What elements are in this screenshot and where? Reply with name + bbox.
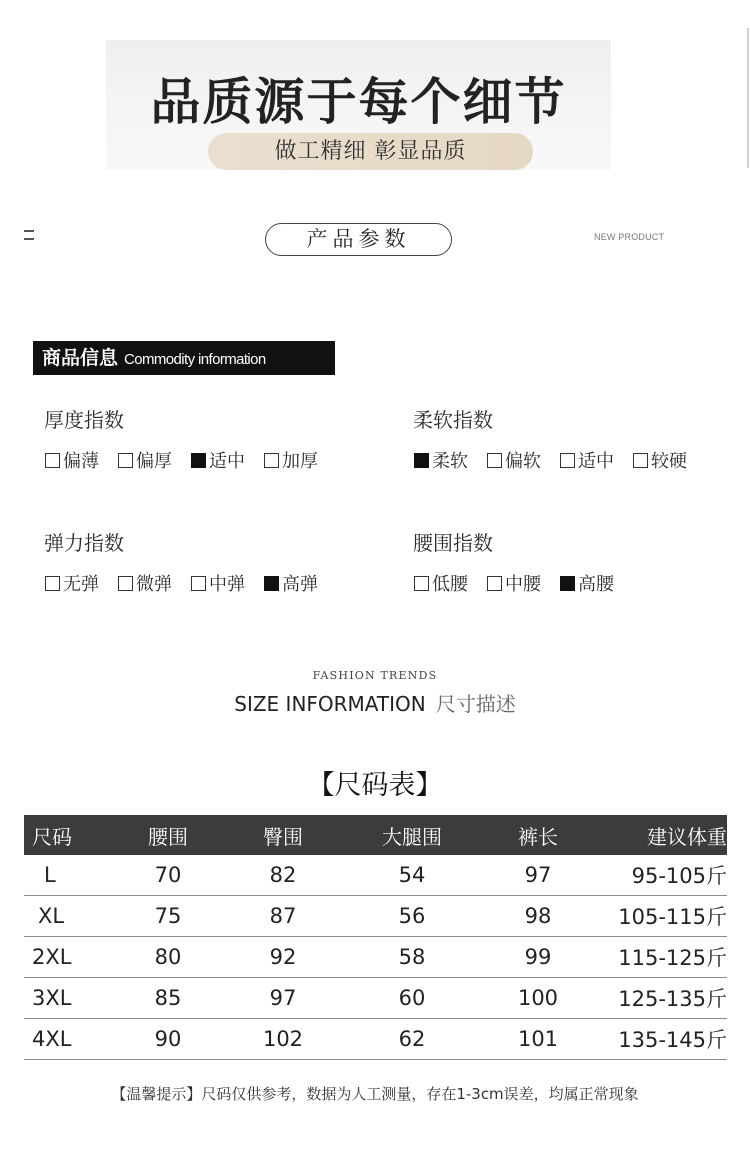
commodity-info-bar: [33, 341, 335, 375]
hero-banner: [106, 40, 611, 170]
option-label: 适中: [209, 451, 245, 472]
table-cell: 80: [154, 945, 182, 969]
checkbox-icon: [414, 576, 429, 591]
option-label: 适中: [578, 451, 614, 472]
option: [45, 447, 99, 473]
size-information-cn: 尺寸描述: [435, 692, 516, 716]
checkbox-checked-icon: [191, 453, 206, 468]
size-information-en: SIZE INFORMATION: [234, 692, 426, 716]
thickness-options: [45, 447, 337, 473]
option: [633, 447, 687, 473]
table-row: [24, 937, 727, 978]
option: [191, 447, 245, 473]
option-label: 加厚: [282, 451, 318, 472]
option: [191, 570, 245, 596]
option: [264, 447, 318, 473]
equals-icon: [24, 230, 34, 240]
softness-index-title: 柔软指数: [413, 408, 493, 432]
option-label: 柔软: [432, 451, 468, 472]
checkbox-checked-icon: [414, 453, 429, 468]
table-cell: 115-125斤: [618, 946, 727, 970]
option-label: 偏薄: [63, 451, 99, 472]
option-label: 偏厚: [136, 451, 172, 472]
option-label: 偏软: [505, 451, 541, 472]
size-chart-title: 【尺码表】: [307, 770, 443, 801]
option: [560, 570, 614, 596]
table-cell: 87: [269, 904, 297, 928]
table-cell: 70: [154, 863, 182, 887]
checkbox-icon: [633, 453, 648, 468]
waist-options: [414, 570, 633, 596]
table-cell: 97: [269, 986, 297, 1010]
option-label: 高弹: [282, 574, 318, 595]
option: [560, 447, 614, 473]
table-cell: 135-145斤: [618, 1028, 727, 1052]
option: [45, 570, 99, 596]
option: [487, 570, 541, 596]
option-label: 低腰: [432, 574, 468, 595]
commodity-info-cn: 商品信息: [42, 347, 119, 369]
thickness-index-title: 厚度指数: [44, 408, 124, 432]
checkbox-checked-icon: [560, 576, 575, 591]
hero-subtitle: 做工精细 彰显品质: [208, 133, 533, 170]
option-label: 较硬: [651, 451, 687, 472]
checkbox-icon: [118, 453, 133, 468]
table-cell: 97: [524, 863, 552, 887]
table-cell: 125-135斤: [618, 987, 727, 1011]
new-product-tag: NEW PRODUCT: [594, 232, 665, 242]
table-cell: 54: [398, 863, 426, 887]
table-cell: 105-115斤: [618, 905, 727, 929]
table-cell: 85: [154, 986, 182, 1010]
option: [487, 447, 541, 473]
table-cell: 56: [398, 904, 426, 928]
checkbox-icon: [560, 453, 575, 468]
elasticity-index-title: 弹力指数: [44, 531, 124, 555]
table-cell: 62: [398, 1027, 426, 1051]
table-cell: XL: [38, 904, 65, 928]
checkbox-icon: [487, 453, 502, 468]
table-cell: 98: [524, 904, 552, 928]
table-cell: 3XL: [32, 986, 72, 1010]
size-table: [24, 815, 727, 1060]
elasticity-options: [45, 570, 337, 596]
checkbox-icon: [118, 576, 133, 591]
fashion-trends-label: FASHION TRENDS: [312, 669, 438, 682]
table-cell: 82: [269, 863, 297, 887]
checkbox-icon: [264, 453, 279, 468]
option-label: 高腰: [578, 574, 614, 595]
product-params-label: 产品参数: [265, 223, 452, 256]
option: [264, 570, 318, 596]
option-label: 无弹: [63, 574, 99, 595]
table-cell: 75: [154, 904, 182, 928]
waist-index-title: 腰围指数: [413, 531, 493, 555]
softness-options: [414, 447, 706, 473]
edge-divider: [747, 28, 749, 168]
table-header: [24, 815, 727, 855]
checkbox-icon: [45, 576, 60, 591]
option: [118, 447, 172, 473]
table-cell: 102: [262, 1027, 304, 1051]
table-cell: 101: [517, 1027, 559, 1051]
option: [414, 447, 468, 473]
table-cell: 2XL: [32, 945, 72, 969]
checkbox-icon: [45, 453, 60, 468]
table-row: [24, 896, 727, 937]
table-cell: 90: [154, 1027, 182, 1051]
table-cell: 92: [269, 945, 297, 969]
table-cell: L: [44, 863, 56, 887]
size-tip: 【温馨提示】尺码仅供参考，数据为人工测量，存在1-3cm误差，均属正常现象: [111, 1085, 639, 1103]
header-size: 尺码: [32, 824, 72, 849]
hero-title: 品质源于每个细节: [150, 73, 567, 131]
option: [118, 570, 172, 596]
table-row: [24, 978, 727, 1019]
table-cell: 58: [398, 945, 426, 969]
header-thigh: 大腿围: [382, 824, 442, 849]
header-hip: 臀围: [263, 824, 303, 849]
table-cell: 100: [517, 986, 559, 1010]
checkbox-icon: [487, 576, 502, 591]
size-information-heading: [0, 688, 750, 717]
checkbox-checked-icon: [264, 576, 279, 591]
table-row: [24, 855, 727, 896]
option-label: 中腰: [505, 574, 541, 595]
table-cell: 99: [524, 945, 552, 969]
header-waist: 腰围: [148, 824, 188, 849]
commodity-info-en: Commodity information: [124, 351, 266, 368]
option-label: 微弹: [136, 574, 172, 595]
header-weight: 建议体重: [647, 824, 727, 849]
table-cell: 4XL: [32, 1027, 72, 1051]
table-cell: 95-105斤: [631, 864, 727, 888]
table-cell: 60: [398, 986, 426, 1010]
option-label: 中弹: [209, 574, 245, 595]
option: [414, 570, 468, 596]
header-length: 裤长: [518, 824, 558, 849]
checkbox-icon: [191, 576, 206, 591]
table-row: [24, 1019, 727, 1060]
